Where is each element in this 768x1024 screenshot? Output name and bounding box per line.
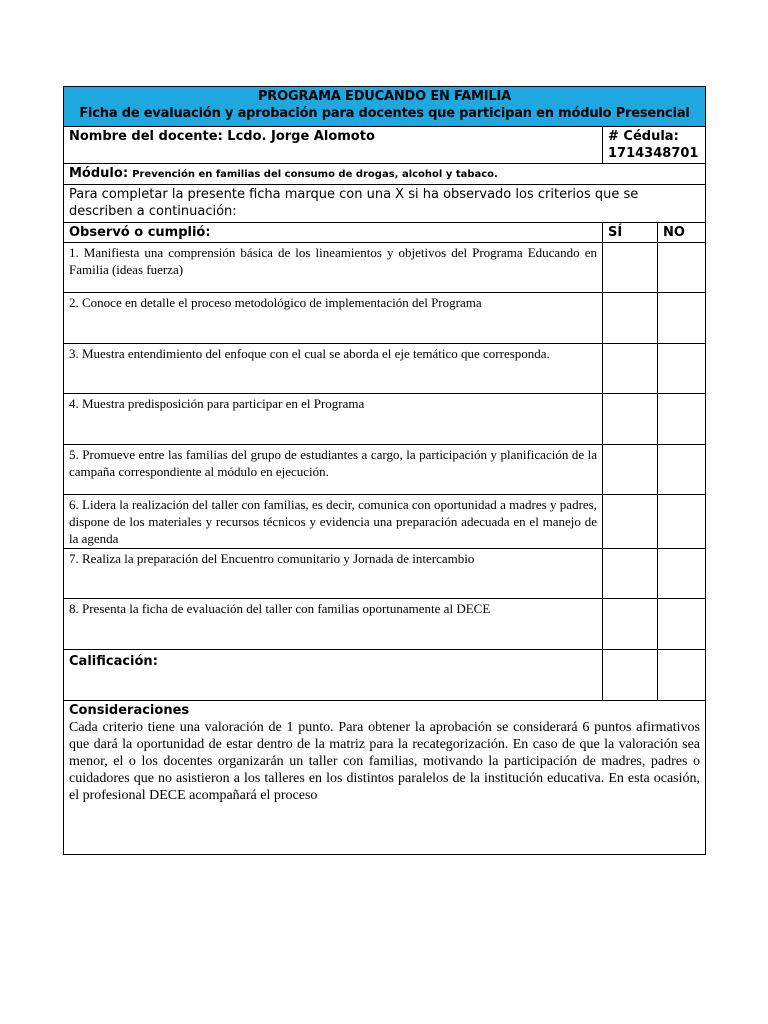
grade-no-box[interactable] <box>658 650 706 701</box>
criterion-8: 8. Presenta la ficha de evaluación del taller con familias oportunamente al DECE <box>64 599 603 650</box>
criterion-1: 1. Manifiesta una comprensión básica de los lineamientos y objetivos del Programa Educando en Familia (ideas fuerza) <box>64 243 603 293</box>
grade-yes-box[interactable] <box>603 650 658 701</box>
criterion-7-yes-box[interactable] <box>603 549 658 599</box>
teacher-name-cell <box>64 127 603 164</box>
module-cell <box>64 164 706 185</box>
criterion-4-no-box[interactable] <box>658 394 706 445</box>
criterion-2: 2. Conoce en detalle el proceso metodológico de implementación del Programa <box>64 293 603 344</box>
criterion-3-yes-box[interactable] <box>603 344 658 394</box>
criterion-4-yes-box[interactable] <box>603 394 658 445</box>
grade-label: Calificación: <box>64 650 603 701</box>
id-label: # Cédula: <box>608 129 679 144</box>
criterion-8-yes-box[interactable] <box>603 599 658 650</box>
id-value: 1714348701 <box>608 146 699 161</box>
considerations-title: Consideraciones <box>69 703 190 718</box>
criterion-3: 3. Muestra entendimiento del enfoque con el cual se aborda el eje temático que corresponda. <box>64 344 603 394</box>
teacher-name: Nombre del docente: Lcdo. Jorge Alomoto <box>69 129 375 144</box>
considerations-cell <box>64 701 706 855</box>
criterion-7-no-box[interactable] <box>658 549 706 599</box>
criterion-6: 6. Lidera la realización del taller con familias, es decir, comunica con oportunidad a madres y padres, dispone de los materiales y recursos técnicos y evidencia una preparación adecuada en el manejo de la agenda <box>64 495 603 549</box>
form-title: Ficha de evaluación y aprobación para docentes que participan en módulo Presencial <box>79 106 690 121</box>
form-header <box>64 87 706 127</box>
criterion-7: 7. Realiza la preparación del Encuentro comunitario y Jornada de intercambio <box>64 549 603 599</box>
criterion-1-yes-box[interactable] <box>603 243 658 293</box>
module-label: Módulo: <box>69 166 129 181</box>
criterion-2-yes-box[interactable] <box>603 293 658 344</box>
criterion-6-no-box[interactable] <box>658 495 706 549</box>
program-title: PROGRAMA EDUCANDO EN FAMILIA <box>257 89 512 104</box>
criterion-3-no-box[interactable] <box>658 344 706 394</box>
criterion-6-yes-box[interactable] <box>603 495 658 549</box>
no-column-header: NO <box>658 223 706 243</box>
criterion-8-no-box[interactable] <box>658 599 706 650</box>
id-number-cell <box>603 127 706 164</box>
criterion-5-yes-box[interactable] <box>603 445 658 495</box>
instructions-text: Para completar la presente ficha marque con una X si ha observado los criterios que se describen a continuación: <box>69 187 639 219</box>
evaluation-form <box>63 86 706 855</box>
criterion-4: 4. Muestra predisposición para participar en el Programa <box>64 394 603 445</box>
module-value: Prevención en familias del consumo de drogas, alcohol y tabaco. <box>132 169 498 180</box>
criterion-1-no-box[interactable] <box>658 243 706 293</box>
instructions-cell <box>64 185 706 223</box>
yes-column-header: SÍ <box>603 223 658 243</box>
criterion-2-no-box[interactable] <box>658 293 706 344</box>
considerations-text: Cada criterio tiene una valoración de 1 punto. Para obtener la aprobación se considerará 6 puntos afirmativos que dará la oportunidad de estar dentro de la matriz para la recategorización. En caso de que la valoración sea menor, el o los docentes organizarán un taller con familias, motivando la participación de madres, padres o cuidadores que no asistieron a los talleres en los distintos paralelos de la institución educativa. En esta ocasión, el profesional DECE acompañará el proceso <box>69 720 700 803</box>
criteria-header-label: Observó o cumplió: <box>64 223 603 243</box>
criterion-5-no-box[interactable] <box>658 445 706 495</box>
criterion-5: 5. Promueve entre las familias del grupo de estudiantes a cargo, la participación y planificación de la campaña correspondiente al módulo en ejecución. <box>64 445 603 495</box>
